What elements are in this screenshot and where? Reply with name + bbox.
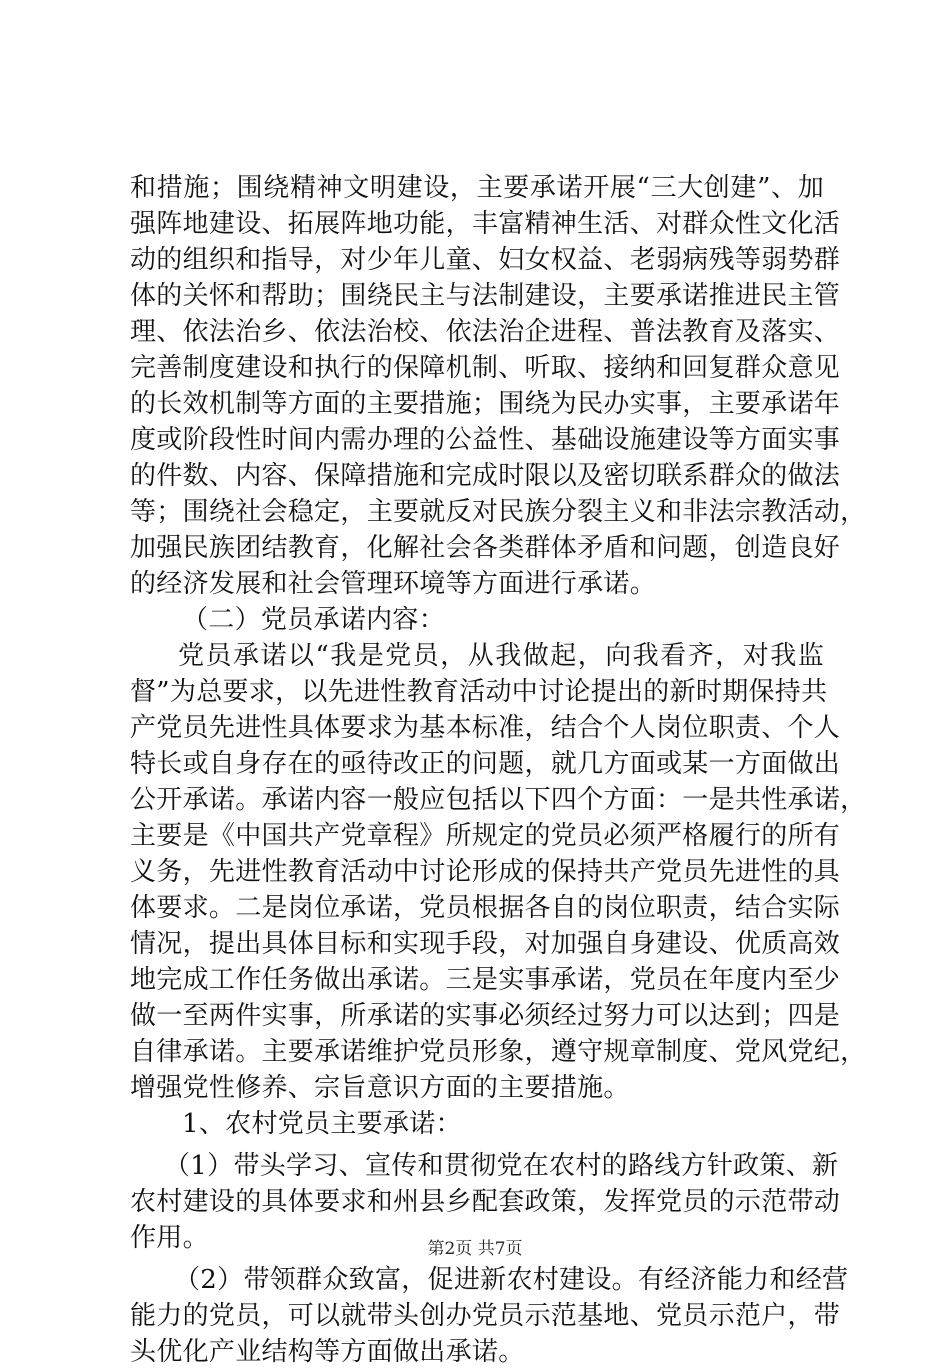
text-line: 度或阶段性时间内需办理的公益性、基础设施建设等方面实事	[130, 425, 841, 455]
list-item-line: （2）带领群众致富，促进新农村建设。有经济能力和经营	[174, 1265, 849, 1295]
text-line: 动的组织和指导，对少年儿童、妇女权益、老弱病残等弱势群	[130, 245, 841, 275]
text-line: 的经济发展和社会管理环境等方面进行承诺。	[130, 569, 657, 599]
text-line: 作用。	[130, 1223, 209, 1253]
text-line: 等；围绕社会稳定，主要就反对民族分裂主义和非法宗教活动，	[130, 497, 867, 527]
subsection-heading: 1、农村党员主要承诺：	[182, 1109, 462, 1139]
text-line: 做一至两件实事，所承诺的实事必须经过努力可以达到；四是	[130, 1001, 841, 1031]
text-line: 强阵地建设、拓展阵地功能，丰富精神生活、对群众性文化活	[130, 209, 841, 239]
text-line: 农村建设的具体要求和州县乡配套政策，发挥党员的示范带动	[130, 1187, 841, 1217]
text-line: 产党员先进性具体要求为基本标准，结合个人岗位职责、个人	[130, 713, 841, 743]
page-number-footer: 第2页 共7页	[427, 1239, 523, 1259]
text-line: 党员承诺以“我是党员，从我做起，向我看齐，对我监	[178, 641, 824, 671]
text-line: 和措施；围绕精神文明建设，主要承诺开展“三大创建”、加	[130, 173, 824, 203]
text-line: 理、依法治乡、依法治校、依法治企进程、普法教育及落实、	[130, 317, 841, 347]
text-line: 完善制度建设和执行的保障机制、听取、接纳和回复群众意见	[130, 353, 841, 383]
text-line: 公开承诺。承诺内容一般应包括以下四个方面：一是共性承诺，	[130, 785, 867, 815]
text-line: 的件数、内容、保障措施和完成时限以及密切联系群众的做法	[130, 461, 841, 491]
text-line: 能力的党员，可以就带头创办党员示范基地、党员示范户，带	[130, 1301, 841, 1331]
text-line: 加强民族团结教育，化解社会各类群体矛盾和问题，创造良好	[130, 533, 841, 563]
section-heading: （二）党员承诺内容：	[182, 605, 446, 635]
text-line: 自律承诺。主要承诺维护党员形象，遵守规章制度、党风党纪，	[130, 1037, 867, 1067]
text-line: 头优化产业结构等方面做出承诺。	[130, 1337, 525, 1367]
text-line: 的长效机制等方面的主要措施；围绕为民办实事，主要承诺年	[130, 389, 841, 419]
body-text	[130, 170, 867, 1370]
text-line: 主要是《中国共产党章程》所规定的党员必须严格履行的所有	[130, 821, 841, 851]
text-line: 义务，先进性教育活动中讨论形成的保持共产党员先进性的具	[130, 857, 841, 887]
text-line: 情况，提出具体目标和实现手段，对加强自身建设、优质高效	[130, 929, 841, 959]
text-line: 特长或自身存在的亟待改正的问题，就几方面或某一方面做出	[130, 749, 841, 779]
list-item-line: （1）带头学习、宣传和贯彻党在农村的路线方针政策、新	[164, 1151, 839, 1181]
text-line: 地完成工作任务做出承诺。三是实事承诺，党员在年度内至少	[130, 965, 841, 995]
text-line: 督”为总要求，以先进性教育活动中讨论提出的新时期保持共	[130, 677, 828, 707]
text-line: 体的关怀和帮助；围绕民主与法制建设，主要承诺推进民主管	[130, 281, 841, 311]
text-line: 增强党性修养、宗旨意识方面的主要措施。	[130, 1073, 630, 1103]
text-line: 体要求。二是岗位承诺，党员根据各自的岗位职责，结合实际	[130, 893, 841, 923]
